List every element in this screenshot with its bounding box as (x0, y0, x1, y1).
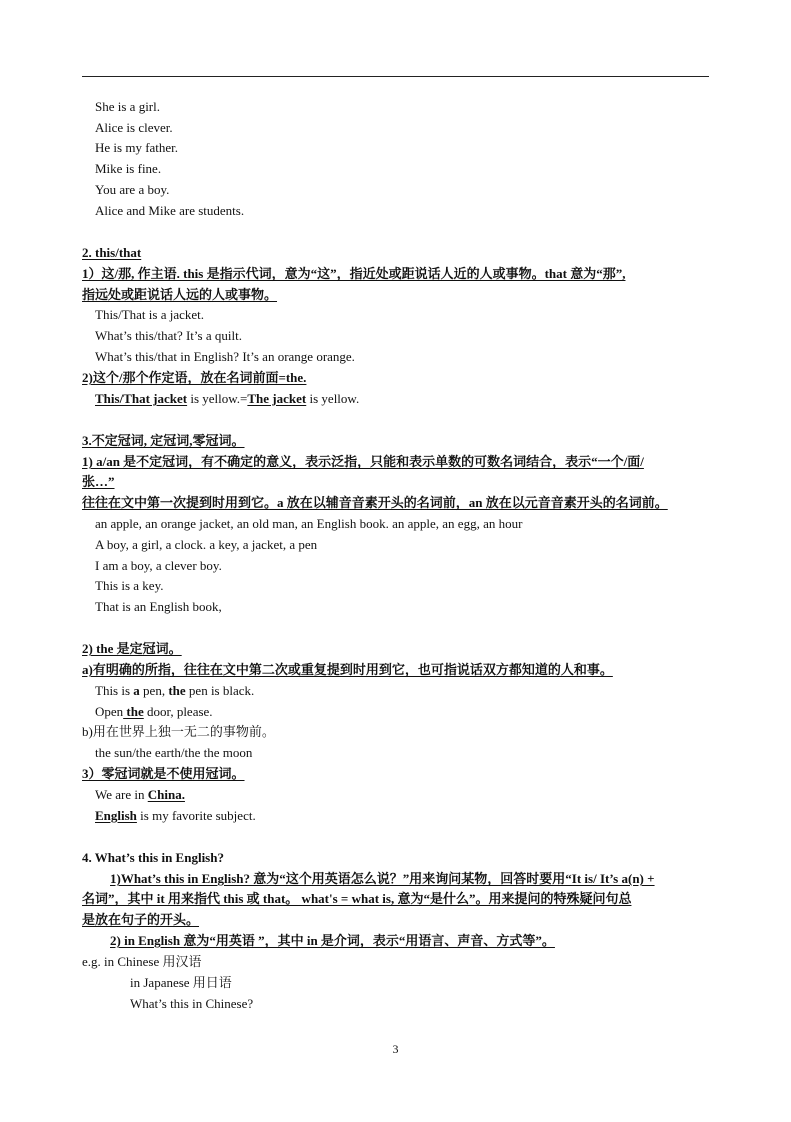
emphasis-text: English (95, 808, 137, 823)
plain-text: Open (95, 704, 124, 719)
emphasis-text: the (123, 704, 144, 719)
example-line: He is my father. (95, 140, 179, 155)
emphasis-text: The jacket (247, 391, 307, 406)
rule-line: 往往在文中第一次提到时用到它。a 放在以辅音音素开头的名词前，an 放在以元音音素开头的名词前。 (82, 495, 668, 510)
example-line: She is a girl. (95, 99, 160, 114)
rule-line: 3）零冠词就是不使用冠词。 (82, 766, 245, 781)
example-line: in Japanese 用日语 (130, 975, 232, 990)
emphasis-text: This/That jacket (95, 391, 188, 406)
example-line (95, 787, 185, 803)
plain-text: is yellow. (306, 391, 360, 406)
example-line (95, 683, 254, 699)
paragraph-line (82, 871, 655, 887)
example-line: What’s this/that in English? It’s an orange orange. (95, 349, 355, 364)
rule-line: 1) a/an 是不定冠词，有不确定的意义，表示泛指，只能和表示单数的可数名词结合，表示“一个/面/ (82, 454, 644, 469)
emphasis-text: China. (147, 787, 185, 802)
rule-line: 张…” (82, 474, 115, 489)
example-line: You are a boy. (95, 182, 170, 197)
rule-line: 1）这/那, 作主语. this 是指示代词，意为“这”，指近处或距说话人近的人或事物。that 意为“那”, (82, 266, 626, 281)
section-heading: 2) the 是定冠词。 (82, 641, 182, 656)
section-heading: 2. this/that (82, 245, 142, 260)
example-line: I am a boy, a clever boy. (95, 558, 222, 573)
example-line: This/That is a jacket. (95, 307, 205, 322)
emphasis-text: a (133, 683, 140, 698)
plain-text: is yellow.= (187, 391, 248, 406)
example-line (95, 704, 213, 720)
example-line: Mike is fine. (95, 161, 162, 176)
plain-text: We are in (95, 787, 148, 802)
plain-text: This is (95, 683, 134, 698)
example-line: the sun/the earth/the the moon (95, 745, 253, 760)
page-number: 3 (392, 1042, 399, 1056)
example-line: e.g. in Chinese 用汉语 (82, 954, 202, 969)
example-line: That is an English book, (95, 599, 222, 614)
example-line (82, 391, 359, 407)
plain-text: is my favorite subject. (136, 808, 256, 823)
example-line: This is a key. (95, 578, 164, 593)
rule-line: 2)这个/那个作定语，放在名词前面=the. (82, 370, 307, 385)
example-line: an apple, an orange jacket, an old man, an English book. an apple, an egg, an hour (95, 516, 523, 531)
plain-text: door, please. (143, 704, 213, 719)
example-line (82, 808, 256, 824)
section-heading: 4. What’s this in English? (82, 850, 224, 865)
rule-line: b)用在世界上独一无二的事物前。 (82, 724, 275, 739)
plain-text: pen is black. (185, 683, 255, 698)
rule-line: 指远处或距说话人远的人或事物。 (82, 287, 278, 302)
example-line: What’s this/that? It’s a quilt. (95, 328, 242, 343)
section-heading: 3.不定冠词, 定冠词,零冠词。 (82, 433, 245, 448)
paragraph-text: 1)What’s this in English? 意为“这个用英语怎么说？”用来询问某物，回答时要用“It is/ It’s a(n) + (110, 871, 655, 886)
paragraph-line: 是放在句子的开头。 (82, 912, 200, 927)
paragraph-line: 名词”，其中 it 用来指代 this 或 that。 what's = what is, 意为“是什么”。用来提问的特殊疑问句总 (82, 891, 632, 906)
example-line: Alice is clever. (95, 120, 173, 135)
rule-line: a)有明确的所指，往往在文中第二次或重复提到时用到它，也可指说话双方都知道的人和事。 (82, 662, 613, 677)
plain-text: pen, (139, 683, 169, 698)
emphasis-text: the (168, 683, 186, 698)
header-rule (82, 76, 709, 77)
example-line: A boy, a girl, a clock. a key, a jacket, a pen (95, 537, 318, 552)
paragraph-line (82, 933, 555, 949)
example-line: What’s this in Chinese? (130, 996, 254, 1011)
example-line: Alice and Mike are students. (95, 203, 245, 218)
paragraph-text: 2) in English 意为“用英语 ”，其中 in 是介词，表示“用语言、声音、方式等”。 (110, 933, 555, 948)
